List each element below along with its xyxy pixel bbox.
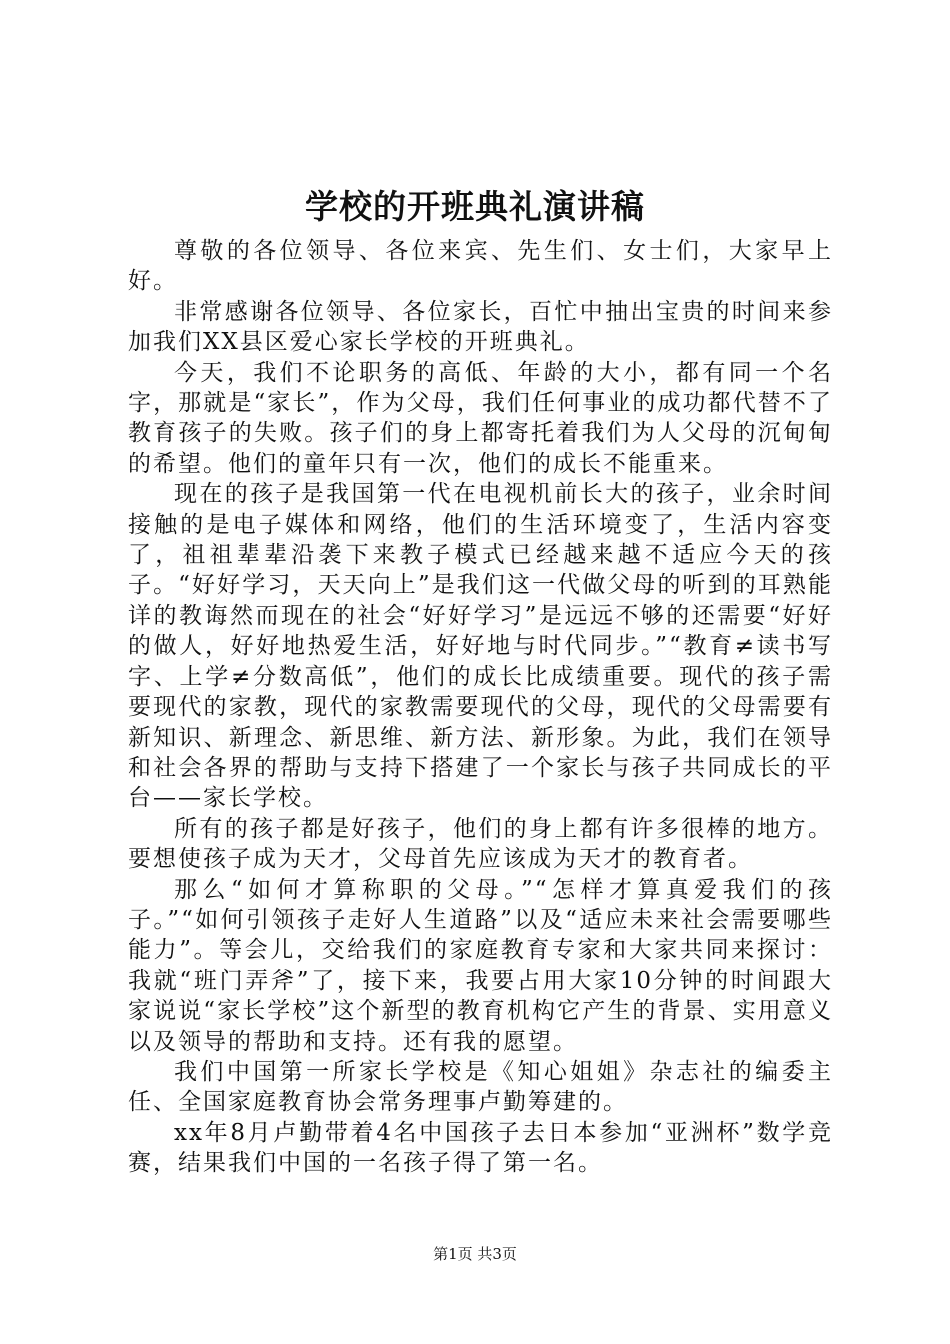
page-number: 第1页 共3页 <box>433 1245 517 1263</box>
document-title: 学校的开班典礼演讲稿 <box>305 187 645 226</box>
paragraph: 现在的孩子是我国第一代在电视机前长大的孩子，业余时间接触的是电子媒体和网络，他们的生活环境变了，生活内容变了，祖祖辈辈沿袭下来教子模式已经越来越不适应今天的孩子。“好好学习，天天向上”是我们这一代做父母的听到的耳熟能详的教诲然而现在的社会“好好学习”是远远不够的还需要“好好的做人，好好地热爱生活，好好地与时代同步。”“教育≠读书写字、上学≠分数高低”，他们的成长比成绩重要。现代的孩子需要现代的家教，现代的家教需要现代的父母，现代的父母需要有新知识、新理念、新思维、新方法、新形象。为此，我们在领导和社会各界的帮助与支持下搭建了一个家长与孩子共同成长的平台——家长学校。 <box>128 481 833 812</box>
paragraph: 非常感谢各位领导、各位家长，百忙中抽出宝贵的时间来参加我们XX县区爱心家长学校的开班典礼。 <box>128 298 833 356</box>
paragraph: 尊敬的各位领导、各位来宾、先生们、女士们，大家早上好。 <box>128 238 833 295</box>
page-footer <box>0 1244 950 1264</box>
paragraph: 今天，我们不论职务的高低、年龄的大小，都有同一个名字，那就是“家长”，作为父母，我们任何事业的成功都代替不了教育孩子的失败。孩子们的身上都寄托着我们为人父母的沉甸甸的希望。他们的童年只有一次，他们的成长不能重来。 <box>128 359 833 477</box>
document-body <box>128 236 833 1179</box>
paragraph: 我们中国第一所家长学校是《知心姐姐》杂志社的编委主任、全国家庭教育协会常务理事卢勤筹建的。 <box>128 1058 833 1116</box>
paragraph: 那么“如何才算称职的父母。”“怎样才算真爱我们的孩子。”“如何引领孩子走好人生道路”以及“适应未来社会需要哪些能力”。等会儿，交给我们的家庭教育专家和大家共同来探讨：我就“班门弄斧”了，接下来，我要占用大家10分钟的时间跟大家说说“家长学校”这个新型的教育机构它产生的背景、实用意义以及领导的帮助和支持。还有我的愿望。 <box>128 876 833 1055</box>
paragraph: xx年8月卢勤带着4名中国孩子去日本参加“亚洲杯”数学竞赛，结果我们中国的一名孩子得了第一名。 <box>128 1119 833 1177</box>
paragraph: 所有的孩子都是好孩子，他们的身上都有许多很棒的地方。要想使孩子成为天才，父母首先应该成为天才的教育者。 <box>128 815 833 873</box>
